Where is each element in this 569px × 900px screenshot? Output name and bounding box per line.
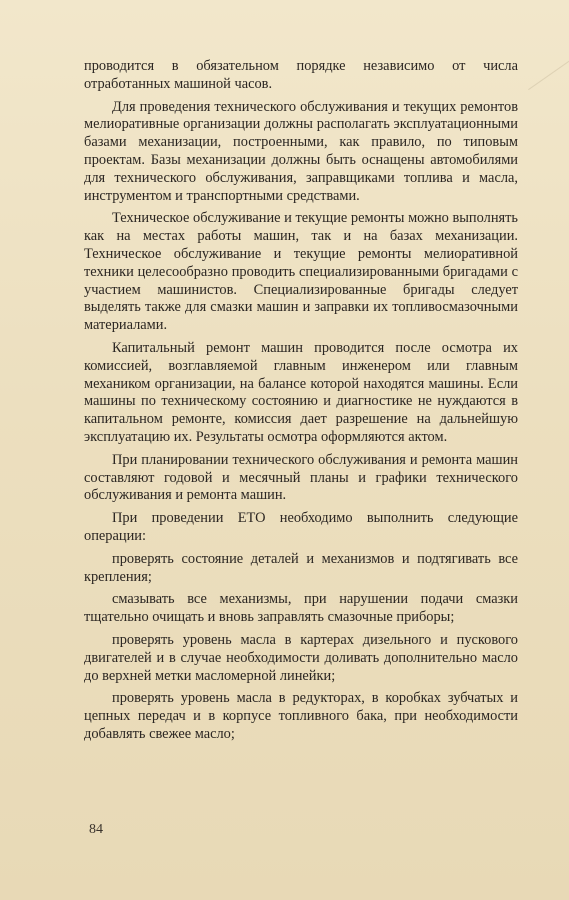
body-text (84, 58, 518, 749)
list-item-check-parts: проверять состояние деталей и механизмов и подтягивать все крепления; (84, 550, 518, 585)
page-number: 84 (89, 822, 103, 837)
paragraph-maintenance-bases: Для проведения технического обслуживания и текущих ремонтов мелиоративные организации должны располагать эксплуатационными базами механизации, построенными, как правило, по типовым проектам. Базы механизации должны быть оснащены автомобилями для технического обслуживания, заправщиками топлива и масла, инструментом и транспортными средствами. (84, 98, 518, 204)
list-item-lubricate: смазывать все механизмы, при нарушении подачи смазки тщательно очищать и вновь заправлять смазочные приборы; (84, 591, 518, 626)
list-item-engine-oil: проверять уровень масла в картерах дизельного и пускового двигателей и в случае необходимости доливать дополнительно масло до верхней метки масломерной линейки; (84, 631, 518, 684)
paragraph-eto-intro: При проведении ЕТО необходимо выполнить следующие операции: (84, 510, 518, 544)
list-item-gearbox-oil: проверять уровень масла в редукторах, в коробках зубчатых и цепных передач и в корпусе топливного бака, при необходимости добавлять свежее масло; (84, 690, 518, 742)
paragraph-current-repairs: Техническое обслуживание и текущие ремонты можно выполнять как на местах работы машин, так и на базах механизации. Техническое обслуживание и текущие ремонты мелиоративной техники целесообразно проводить специализированными бригадами с участием машинистов. Специализированные бригады следует выделять также для смазки машин и заправки их топливосмазочными материалами. (84, 210, 518, 334)
paragraph-capital-repair: Капитальный ремонт машин проводится после осмотра их комиссией, возглавляемой главным инженером или главным механиком организации, на балансе которой находятся машины. Если машины по техническому состоянию и диагностике не нуждаются в капитальном ремонте, комиссия дает разрешение на дальнейшую эксплуатацию их. Результаты осмотра оформляются актом. (84, 339, 518, 445)
paragraph-planning: При планировании технического обслуживания и ремонта машин составляют годовой и месячный планы и графики технического обслуживания и ремонта машин. (84, 451, 518, 504)
paragraph-continuation: проводится в обязательном порядке независимо от числа отработанных машиной часов. (84, 58, 518, 92)
